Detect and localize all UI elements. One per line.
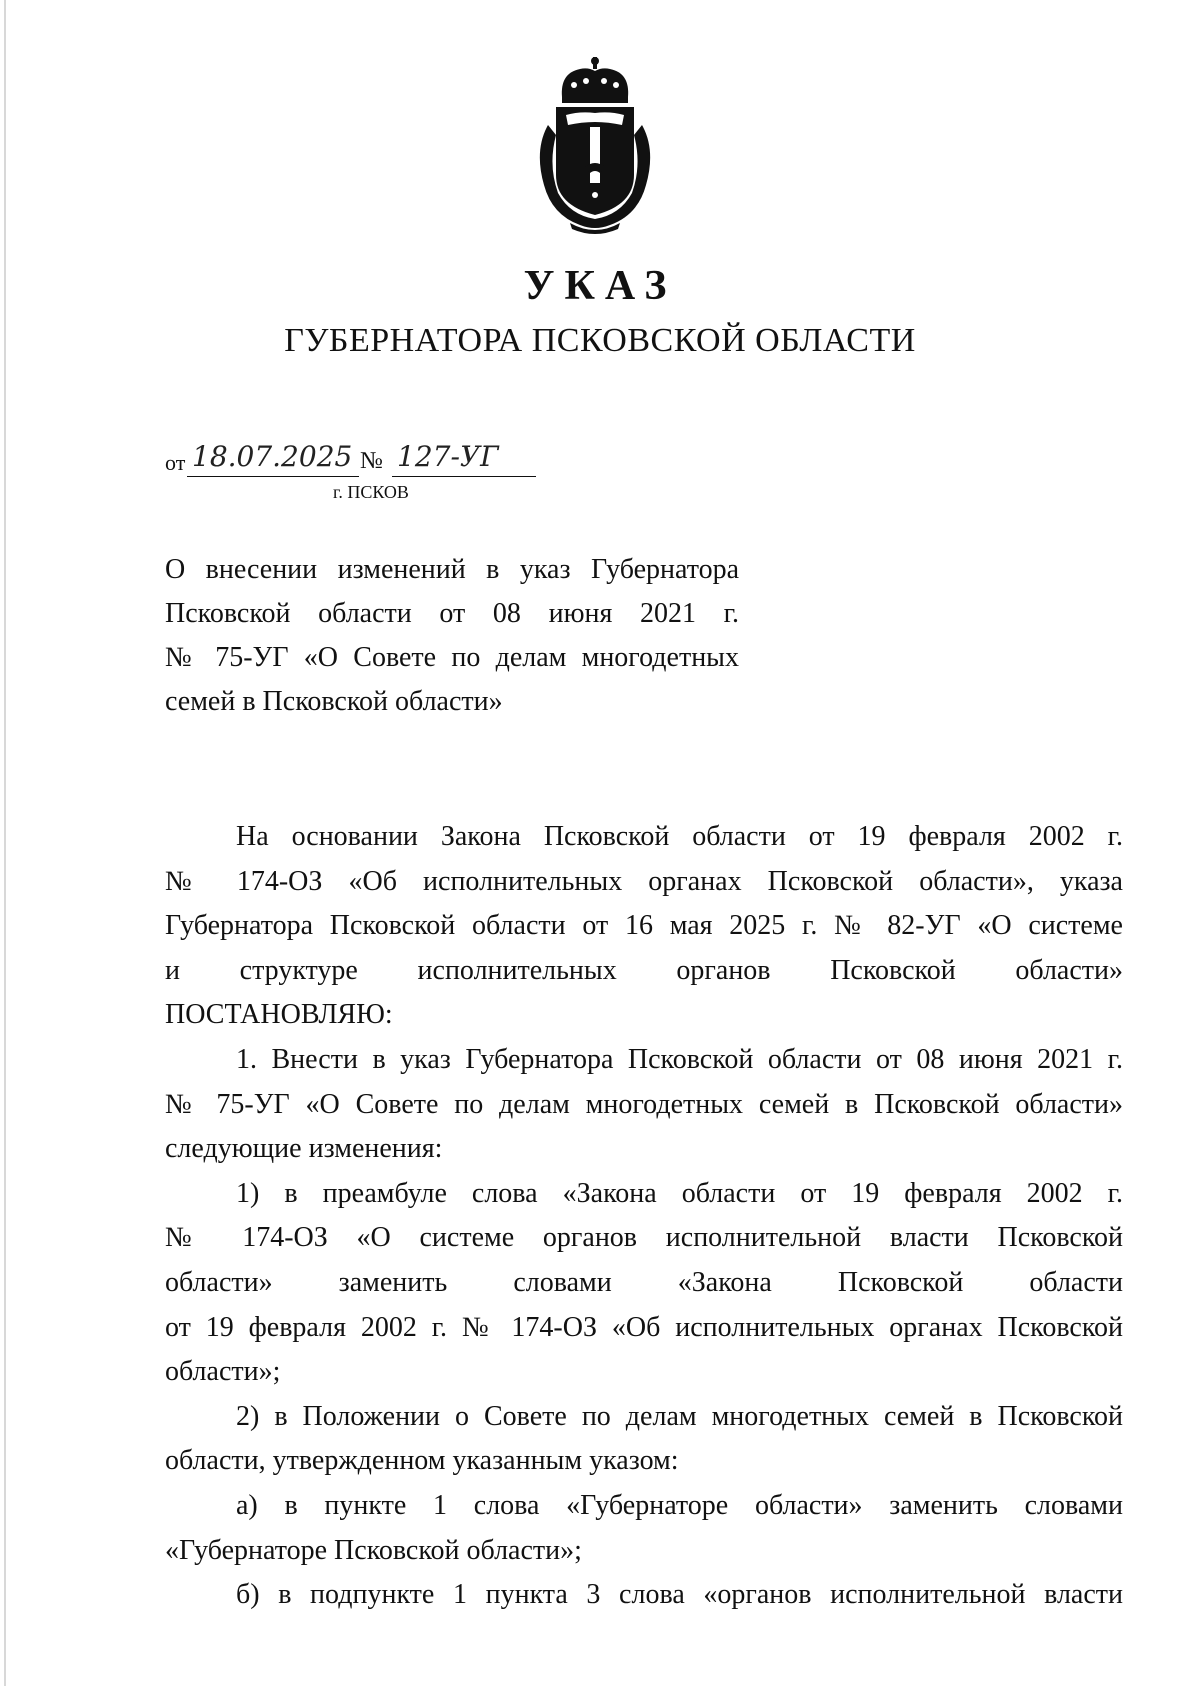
body-line: следующие изменения: xyxy=(165,1133,443,1165)
body-line: На основании Закона Псковской области от 19 февраля 2002 г. xyxy=(236,821,1123,852)
number-underline xyxy=(392,476,536,477)
handwritten-date: 18.07.2025 xyxy=(192,440,353,473)
body-line: и структуре исполнительных органов Псковской области» xyxy=(165,954,1123,986)
heading-line: № 75-УГ «О Совете по делам многодетных xyxy=(165,642,739,673)
handwritten-number: 127-УГ xyxy=(397,440,499,473)
body-line: от 19 февраля 2002 г. № 174-ОЗ «Об исполнительных органах Псковской xyxy=(165,1311,1123,1343)
heading-line: Псковской области от 08 июня 2021 г. xyxy=(165,598,739,629)
document-subtitle: ГУБЕРНАТОРА ПСКОВСКОЙ ОБЛАСТИ xyxy=(284,322,916,359)
heading-line: семей в Псковской области» xyxy=(165,686,503,717)
document-body xyxy=(165,815,1123,1618)
body-line: 1) в преамбуле слова «Закона области от 19 февраля 2002 г. xyxy=(236,1177,1123,1209)
date-underline xyxy=(187,476,359,477)
body-line: № 75-УГ «О Совете по делам многодетных семей в Псковской области» xyxy=(165,1088,1123,1120)
body-line: «Губернаторе Псковской области»; xyxy=(165,1534,582,1566)
date-prefix: от xyxy=(165,450,186,475)
scan-edge xyxy=(4,0,6,1686)
body-line: Губернатора Псковской области от 16 мая 2025 г. № 82-УГ «О системе xyxy=(165,910,1123,942)
body-line: № 174-ОЗ «Об исполнительных органах Псковской области», указа xyxy=(165,865,1123,897)
body-line: 2) в Положении о Совете по делам многодетных семей в Псковской xyxy=(236,1400,1123,1432)
body-line: а) в пункте 1 слова «Губернаторе области» заменить словами xyxy=(236,1489,1123,1521)
city-label: г. ПСКОВ xyxy=(333,482,409,502)
body-line: ПОСТАНОВЛЯЮ: xyxy=(165,999,393,1031)
body-line: области, утвержденном указанным указом: xyxy=(165,1445,679,1477)
body-line: б) в подпункте 1 пункта 3 слова «органов исполнительной власти xyxy=(236,1579,1123,1611)
body-line: 1. Внести в указ Губернатора Псковской области от 08 июня 2021 г. xyxy=(236,1043,1123,1075)
body-line: области»; xyxy=(165,1356,281,1388)
body-line: № 174-ОЗ «О системе органов исполнительной власти Псковской xyxy=(165,1222,1123,1254)
document-title: УКАЗ xyxy=(523,263,677,309)
heading-line: О внесении изменений в указ Губернатора xyxy=(165,554,739,585)
document-heading xyxy=(165,548,739,724)
pskov-coat-of-arms-icon xyxy=(530,55,660,235)
body-line: области» заменить словами «Закона Псковской области xyxy=(165,1266,1123,1298)
date-number-line xyxy=(165,440,565,480)
number-sign: № xyxy=(360,448,383,474)
